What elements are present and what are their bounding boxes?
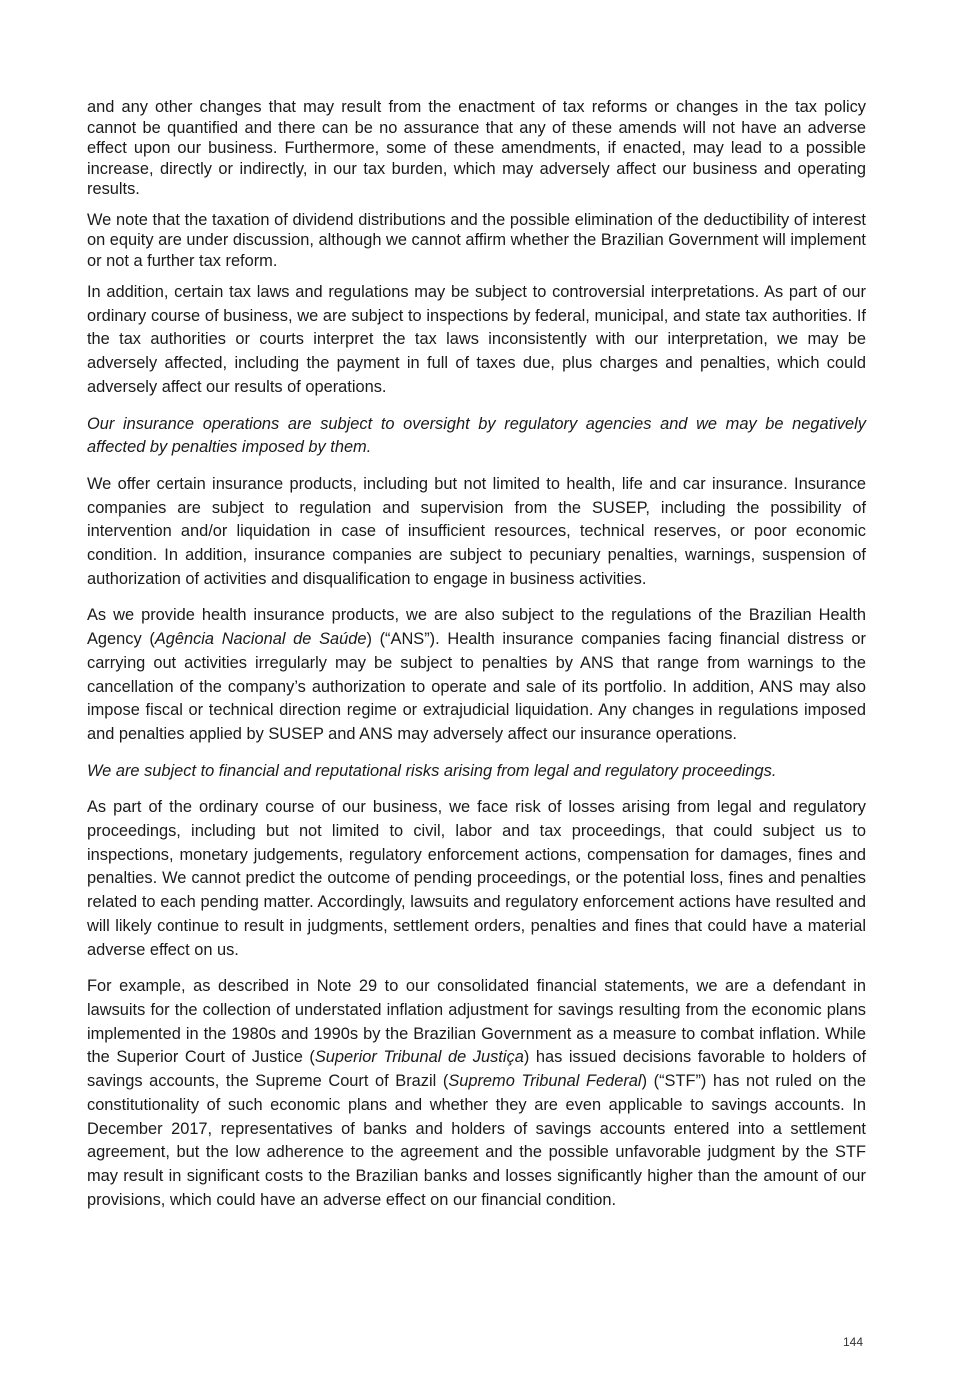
- section-heading: [87, 760, 866, 784]
- paragraph: [87, 796, 866, 962]
- text-run: We are subject to financial and reputational risks arising from legal and regulatory proceedings.: [87, 761, 777, 780]
- text-run: ) (“STF”) has not ruled on the constitutionality of such economic plans and whether they are even applicable to savings accounts. In December 2017, representatives of banks and holders of savings accounts entered into a settlement agreement, but the low adherence to the agreement and the possible unfavorable judgment by the STF may result in significant costs to the Brazilian banks and losses significantly higher than the amount of our provisions, which could have an adverse effect on our financial condition.: [87, 1072, 866, 1209]
- paragraph: [87, 975, 866, 1212]
- italic-term: Supremo Tribunal Federal: [448, 1072, 642, 1091]
- italic-term: Superior Tribunal de Justiça: [314, 1048, 524, 1067]
- text-run: Our insurance operations are subject to oversight by regulatory agencies and we may be negatively affected by penalties imposed by them.: [87, 414, 866, 457]
- text-run: ) (“ANS”). Health insurance companies facing financial distress or carrying out activities irregularly may be subject to penalties by ANS that range from warnings to the cancellation of the company’s authorization to operate and sale of its portfolio. In addition, ANS may also impose fiscal or technical direction regime or extrajudicial liquidation. Any changes in regulations imposed and penalties applied by SUSEP and ANS may adversely affect our insurance operations.: [87, 630, 867, 743]
- italic-term: Agência Nacional de Saúde: [154, 630, 367, 649]
- text-run: For example, as described in Note 29 to our consolidated financial statements, we are a defendant in lawsuits for the collection of understated inflation adjustment for savings resulting from the economic plans implemented in the 1980s and 1990s by the Brazilian Government as a measure to combat inflation. While the Superior Court of Justice (: [87, 977, 866, 1067]
- paragraph: [87, 97, 866, 200]
- text-run: As we provide health insurance products, we are also subject to the regulations of the Brazilian Health Agency (: [87, 606, 866, 649]
- text-run: In addition, certain tax laws and regulations may be subject to controversial interpretations. As part of our ordinary course of business, we are subject to inspections by federal, municipal, and state tax authorities. If the tax authorities or courts interpret the tax laws inconsistently with our interpretation, we may be adversely affected, including the payment in full of taxes due, plus charges and penalties, which could adversely affect our results of operations.: [87, 283, 866, 396]
- text-run: As part of the ordinary course of our business, we face risk of losses arising from legal and regulatory proceedings, including but not limited to civil, labor and tax proceedings, that could subject us to inspections, monetary judgements, regulatory enforcement actions, compensation for damages, fines and penalties. We cannot predict the outcome of pending proceedings, or the potential loss, fines and penalties related to each pending matter. Accordingly, lawsuits and regulatory enforcement actions have resulted and will likely continue to result in judgments, settlement orders, penalties and fines that could have a material adverse effect on us.: [87, 798, 866, 959]
- text-run: and any other changes that may result from the enactment of tax reforms or changes in the tax policy cannot be quantified and there can be no assurance that any of these amends will not have an adverse effect upon our business. Furthermore, some of these amendments, if enacted, may lead to a possible increase, directly or indirectly, in our tax burden, which may adversely affect our business and operating results.: [87, 98, 866, 198]
- section-heading: [87, 413, 866, 460]
- paragraph: [87, 604, 866, 746]
- text-run: ) has issued decisions favorable to holders of savings accounts, the Supreme Court of Brazil (: [87, 1048, 867, 1091]
- document-body: [87, 97, 866, 1225]
- paragraph: [87, 281, 866, 400]
- text-run: We note that the taxation of dividend distributions and the possible elimination of the deductibility of interest on equity are under discussion, although we cannot affirm whether the Brazilian Government will implement or not a further tax reform.: [87, 210, 866, 270]
- paragraph: [87, 473, 866, 592]
- paragraph: [87, 210, 866, 272]
- text-run: We offer certain insurance products, including but not limited to health, life and car insurance. Insurance companies are subject to regulation and supervision from the SUSEP, including the possibility of intervention and/or liquidation in case of insufficient resources, technical reserves, or poor economic condition. In addition, insurance companies are subject to pecuniary penalties, warnings, suspension of authorization of activities and disqualification to engage in business activities.: [87, 474, 866, 588]
- page-number: 144: [843, 1335, 864, 1349]
